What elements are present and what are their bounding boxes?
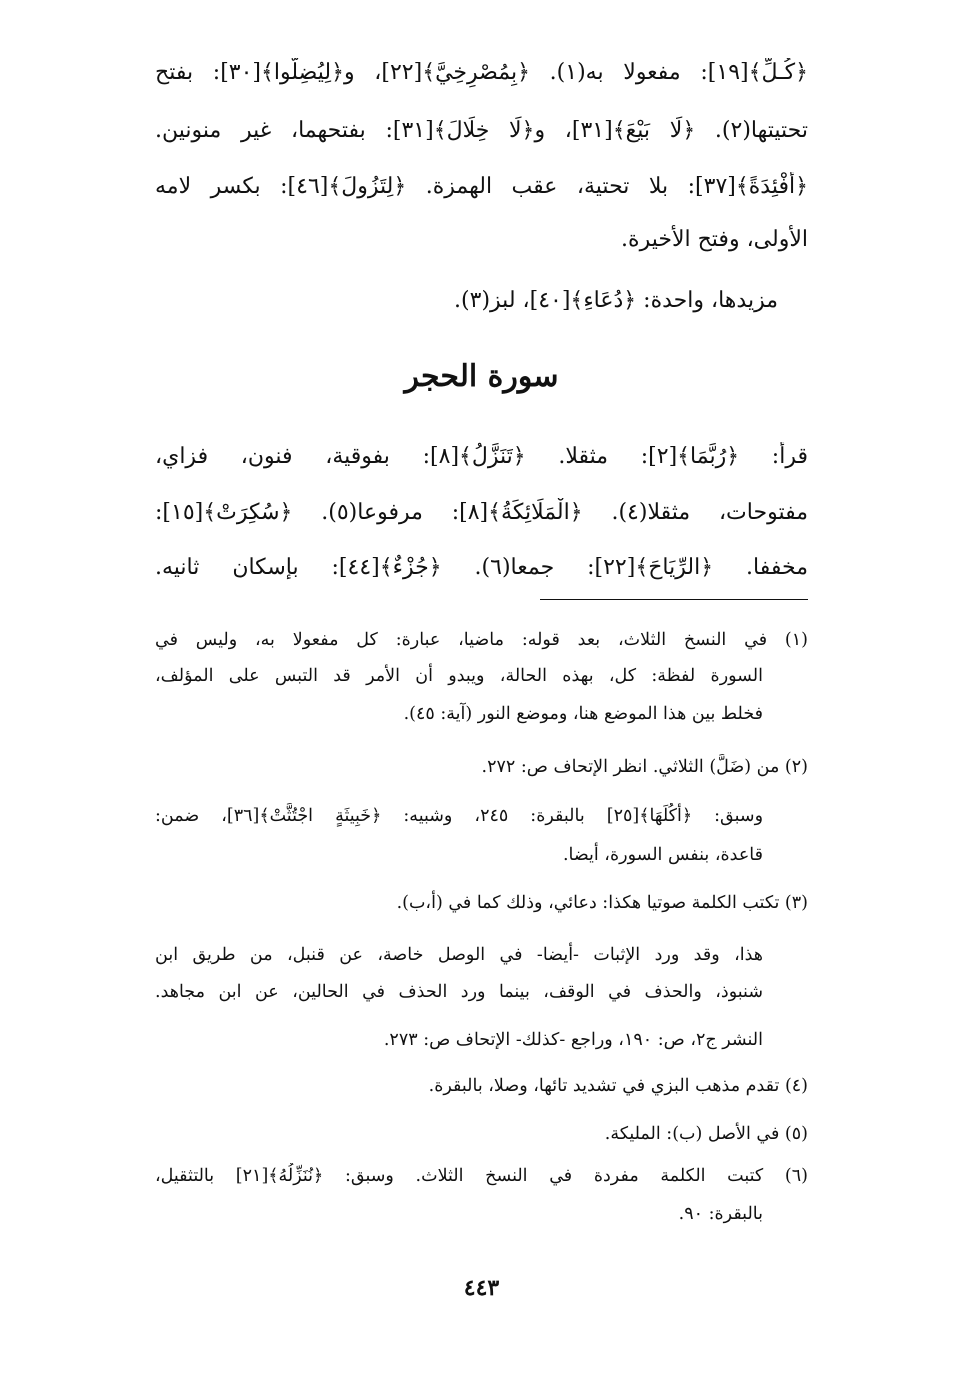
page-number: ٤٤٣ [463, 1275, 500, 1301]
footnote-line-9: شنبوذ، والحذف في الوقف، بينما ورد الحذف في الحالين، عن ابن مجاهد. [155, 982, 763, 1002]
footnote-line-3: فخلط بين هذا الموضع هنا، وموضع النور (آية: ٤٥). [403, 704, 763, 724]
footnote-line-8: هذا، وقد ورد الإثبات -أيضا- في الوصل خاصة، عن قنبل، من طريق ابن [155, 945, 763, 965]
footnote-line-7: (٣) تكتب الكلمة صوتيا هكذا: دعائي، وذلك كما في (أ،ب). [396, 893, 808, 913]
footnote-line-1: (١) في النسخ الثلاث، بعد قوله: ماضيا، عبارة: كل مفعولا به، وليس في [155, 630, 808, 650]
footnote-line-4: (٢) من (ضَلَّ) الثلاثي. انظر الإتحاف ص: ٢٧٢. [481, 757, 808, 777]
footnote-line-6: قاعدة، بنفس السورة، أيضا. [562, 845, 763, 865]
body-line-4: الأولى، وفتح الأخيرة. [621, 227, 808, 252]
footnote-line-5: وسبق: ﴿أُكُلَهَا﴾[٢٥] بالبقرة: ٢٤٥، وشبيه: ﴿خَبِيثَةٍ اجْتُثَّتْ﴾[٣٦]، ضمن: [155, 806, 763, 826]
surah-line-1: قرأ: ﴿رُبَّمَا﴾[٢]: مثقلا. ﴿تَنَزَّلُ﴾[٨]: بفوقية، فنون، فزاي، [155, 444, 808, 469]
footnote-line-11: (٤) تقدم مذهب البزي في تشديد تائها، وصلا، بالبقرة. [428, 1076, 808, 1096]
surah-line-3: مخففا. ﴿الرِّيَاحَ﴾[٢٢]: جمعا(٦). ﴿جُزْءٌ﴾[٤٤]: بإسكان ثانيه. [155, 555, 808, 580]
body-line-2: تحتيتها(٢). ﴿لَا بَيْعَ﴾[٣١]، و﴿لَا خِلَالَ﴾[٣١]: بفتحهما، غير منونين. [155, 118, 808, 143]
body-line-1: ﴿كُـلِّ﴾[١٩]: مفعولا به(١). ﴿بِمُصْرِخِيَّ﴾[٢٢]، و﴿لِيُضِلُّوا﴾[٣٠]: بفتح [155, 60, 808, 85]
footnote-line-13: (٦) كتبت الكلمة مفردة في النسخ الثلاث. وسبق: ﴿نُنَزِّلُهُ﴾[٢١] بالتثقيل، [155, 1166, 808, 1186]
surah-title: سورة الحجر [404, 359, 559, 394]
footnote-line-12: (٥) في الأصل (ب): المليكة. [604, 1124, 808, 1144]
footnote-line-2: السورة لفظة: كل، بهذه الحالة، ويبدو أن الأمر قد التبس على المؤلف، [155, 666, 763, 686]
body-line-5: مزيدها، واحدة: ﴿دُعَاءِ﴾[٤٠]، لبز(٣). [454, 288, 778, 313]
surah-line-2: مفتوحات، مثقلا(٤). ﴿الْمَلَائِكَةُ﴾[٨]: مرفوعا(٥). ﴿سُكِرَتْ﴾[١٥]: [155, 500, 808, 525]
footnote-line-14: بالبقرة: ٩٠. [678, 1204, 763, 1224]
footnote-line-10: النشر ج٢، ص: ١٩٠، وراجع -كذلك- الإتحاف ص: ٢٧٣. [383, 1030, 763, 1050]
body-line-3: ﴿أَفْئِدَةً﴾[٣٧]: بلا تحتية، عقب الهمزة. ﴿لِتَزُولَ﴾[٤٦]: بكسر لامه [155, 174, 808, 199]
footnote-separator [540, 599, 808, 600]
